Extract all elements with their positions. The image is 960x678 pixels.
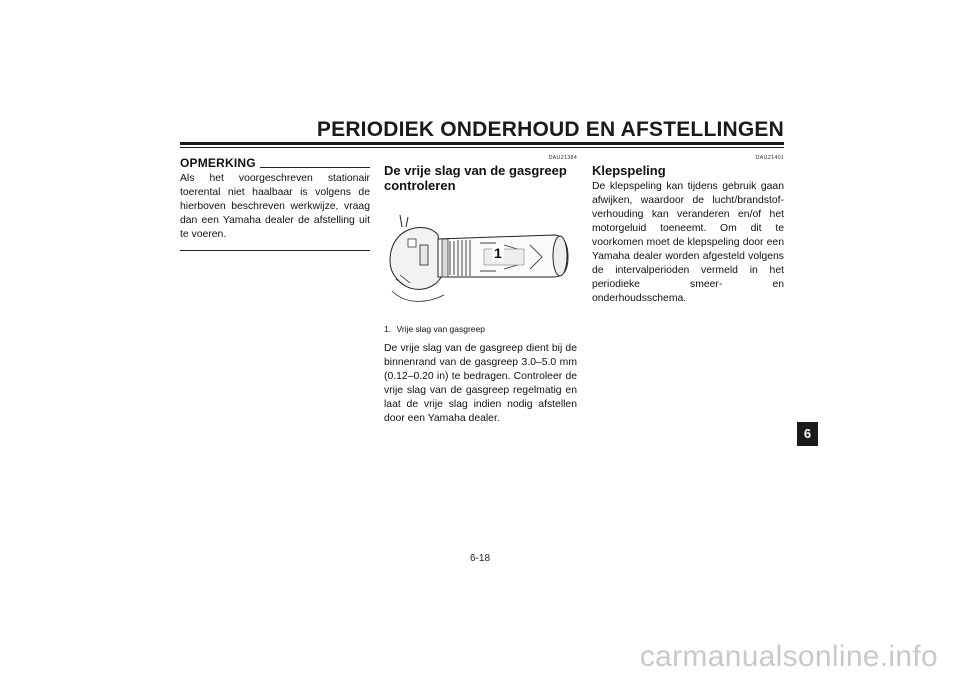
figure-caption: [384, 324, 577, 334]
chapter-tab: 6: [797, 422, 818, 446]
note-text: Als het voorgeschreven stationair toerental niet haalbaar is volgens de hierboven beschreven werkwijze, vraag dan een Yamaha dealer de afstelling uit te voeren.: [180, 173, 370, 240]
throttle-grip-drawing: [384, 205, 577, 320]
section-title-throttle: De vrije slag van de gasgreep controleren: [384, 163, 567, 193]
watermark: carmanualsonline.info: [639, 640, 938, 673]
note-title: OPMERKING: [180, 156, 256, 170]
page-number: 6-18: [469, 553, 490, 564]
throttle-grip-illustration: [384, 205, 577, 320]
right-column: [592, 155, 784, 306]
section-code: DAU21384: [548, 155, 577, 161]
throttle-body-text: De vrije slag van de gasgreep dient bij de binnenrand van de gasgreep 3.0–5.0 mm (0.12–0.20 in) te bedragen. Controleer de vrije slag van de gasgreep regelmatig en laat de vrije slag indien nodig afstellen door een Yamaha dealer.: [384, 343, 577, 424]
note-end-rule: [180, 250, 370, 251]
page-header-title: PERIODIEK ONDERHOUD EN AFSTELLINGEN: [316, 118, 784, 141]
header-rule-thin: [180, 147, 784, 148]
section-code: DAU21401: [755, 155, 784, 161]
section-title-valve: Klepspeling: [592, 163, 666, 178]
valve-body-text: De klepspeling kan tijdens gebruik gaan afwijken, waardoor de lucht/brandstof-verhouding kan veranderen en/of het motorgeluid toeneemt. Om dit te voorkomen moet de klepspeling door een Yamaha dealer worden afgesteld volgens de intervalperioden vermeld in het periodieke smeer- en onderhoudsschema.: [592, 181, 784, 304]
caption-text: Vrije slag van gasgreep: [396, 324, 485, 334]
note-header: [180, 156, 370, 170]
header-rule: [180, 142, 784, 145]
middle-column: [384, 155, 577, 426]
note-header-line: [260, 167, 370, 168]
caption-number: 1.: [384, 324, 392, 334]
left-column: [180, 155, 370, 251]
figure-callout-1: 1: [494, 245, 502, 261]
